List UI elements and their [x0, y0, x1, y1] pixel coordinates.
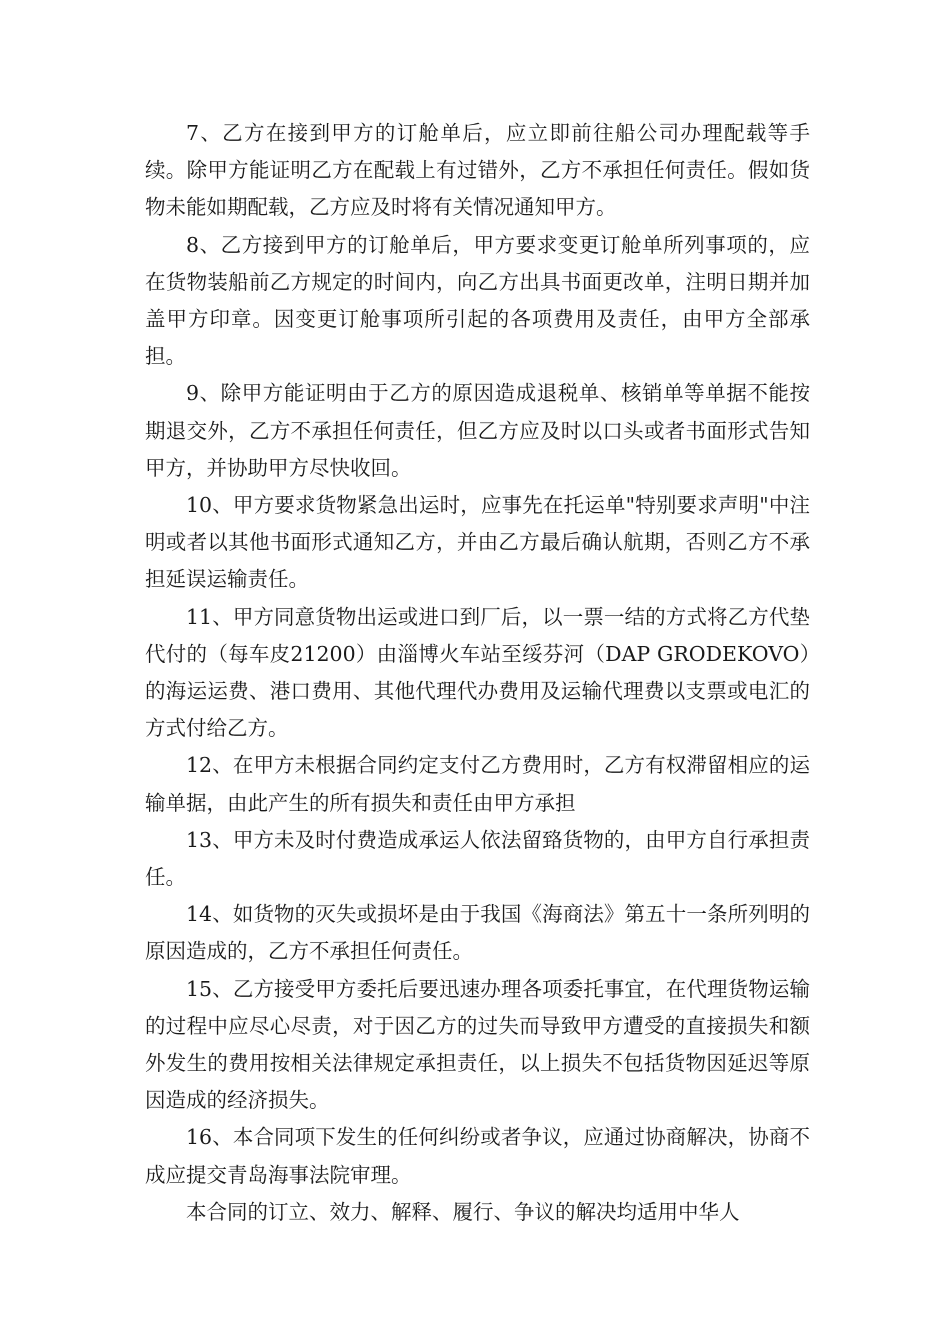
document-body	[145, 115, 810, 1231]
clause-12: 12、在甲方未根据合同约定支付乙方费用时，乙方有权滞留相应的运输单据，由此产生的所有损失和责任由甲方承担	[145, 753, 810, 815]
clause-16: 16、本合同项下发生的任何纠纷或者争议，应通过协商解决，协商不成应提交青岛海事法院审理。	[145, 1125, 810, 1187]
clause-10: 10、甲方要求货物紧急出运时，应事先在托运单"特别要求声明"中注明或者以其他书面形式通知乙方，并由乙方最后确认航期，否则乙方不承担延误运输责任。	[145, 493, 810, 592]
clause-15: 15、乙方接受甲方委托后要迅速办理各项委托事宜，在代理货物运输的过程中应尽心尽责，对于因乙方的过失而导致甲方遭受的直接损失和额外发生的费用按相关法律规定承担责任，以上损失不包括货物因延迟等原因造成的经济损失。	[145, 976, 810, 1113]
clause-8: 8、乙方接到甲方的订舱单后，甲方要求变更订舱单所列事项的，应在货物装船前乙方规定的时间内，向乙方出具书面更改单，注明日期并加盖甲方印章。因变更订舱事项所引起的各项费用及责任，由甲方全部承担。	[145, 232, 810, 369]
governing-law-paragraph: 本合同的订立、效力、解释、履行、争议的解决均适用中华人	[186, 1199, 740, 1224]
clause-14: 14、如货物的灭失或损坏是由于我国《海商法》第五十一条所列明的原因造成的，乙方不承担任何责任。	[145, 902, 810, 964]
clause-13: 13、甲方未及时付费造成承运人依法留臵货物的，由甲方自行承担责任。	[145, 827, 810, 890]
clause-11: 11、甲方同意货物出运或进口到厂后，以一票一结的方式将乙方代垫代付的（每车皮21200）由淄博火车站至绥芬河（DAP GRODEKOVO）的海运运费、港口费用、其他代理代办费用及运输代理费以支票或电汇的方式付给乙方。	[145, 604, 810, 741]
clause-7: 7、乙方在接到甲方的订舱单后，应立即前往船公司办理配载等手续。除甲方能证明乙方在配载上有过错外，乙方不承担任何责任。假如货物未能如期配载，乙方应及时将有关情况通知甲方。	[145, 121, 810, 220]
clause-9: 9、除甲方能证明由于乙方的原因造成退税单、核销单等单据不能按期退交外，乙方不承担任何责任，但乙方应及时以口头或者书面形式告知甲方，并协助甲方尽快收回。	[145, 381, 810, 480]
